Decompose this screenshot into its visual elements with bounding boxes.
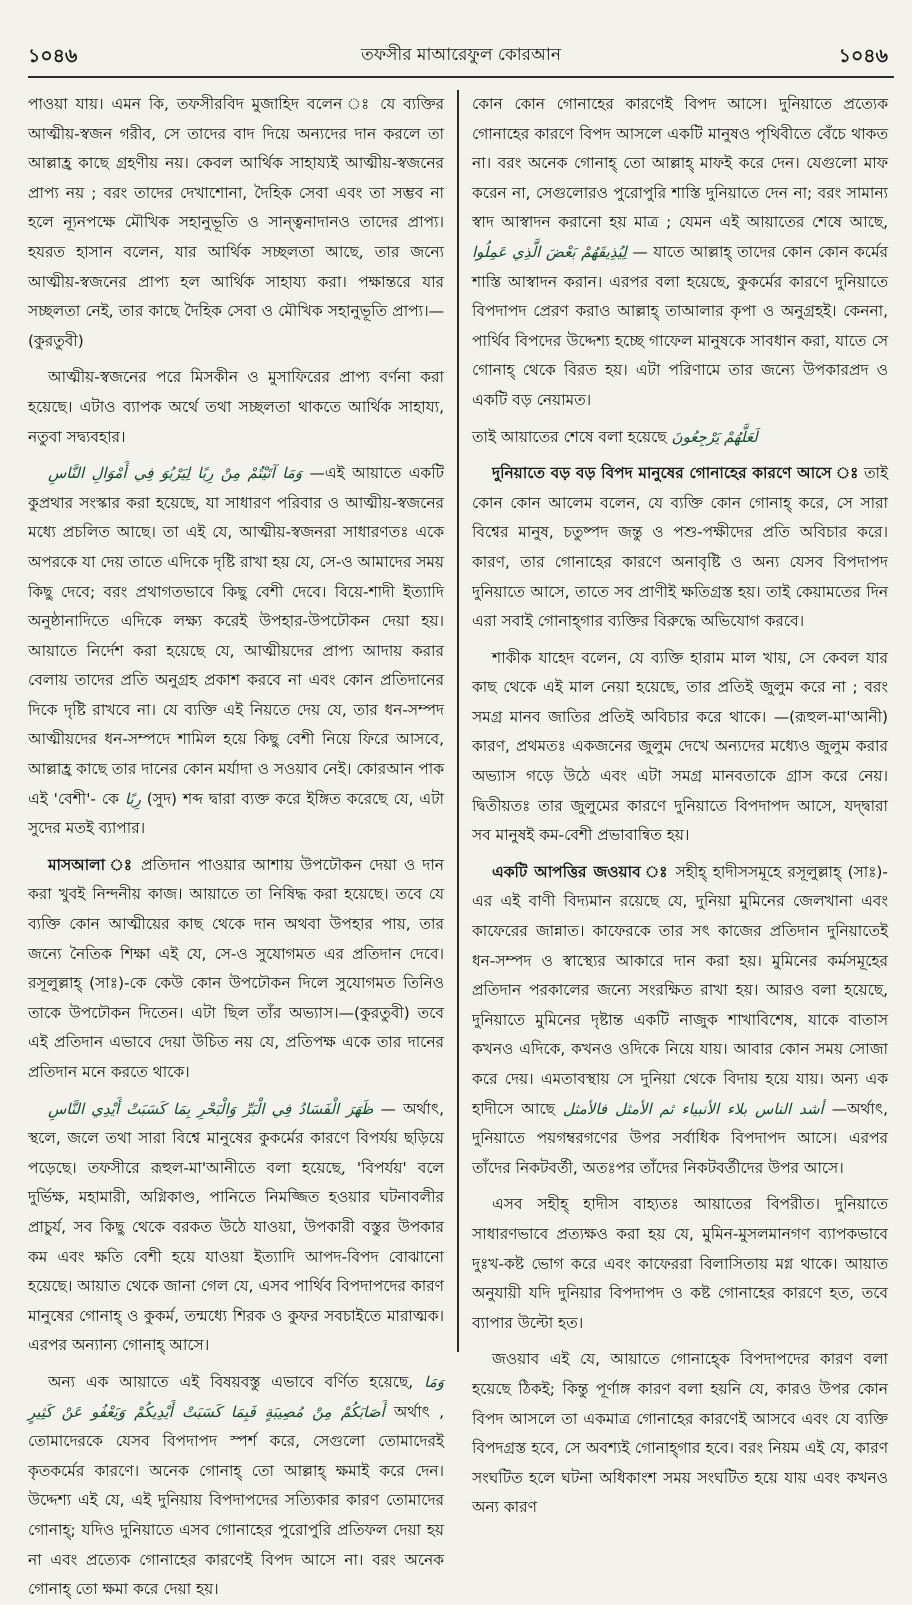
paragraph-text: — অর্থাৎ, স্থলে, জলে তথা সারা বিশ্বে মানুষের কুকর্মের কারণে বিপর্যয় ছড়িয়ে পড়েছে। তফসীরে রূহুল-মা'আনীতে বলা হয়েছে, 'বিপর্যয়' বলে দুর্ভিক্ষ, মহামারী, অগ্নিকাণ্ড, পানিতে নিমজ্জিত হওয়ার ঘটনাবলীর প্রাচুর্য, সব কিছু থেকে বরকত উঠে যাওয়া, উপকারী বস্তুর উপকার কম এবং ক্ষতি বেশী হয়ে যাওয়া ইত্যাদি আপদ-বিপদ বোঝানো হয়েছে। আয়াত থেকে জানা গেল যে, এসব পার্থিব বিপদাপদের কারণ মানুষের গোনাহ্ ও কুকর্ম, তন্মধ্যে শিরক ও কুফর সবচাইতে মারাত্মক। এরপর অন্যান্য গোনাহ্ আসে। (28, 1099, 444, 1355)
section-heading: একটি আপত্তির জওয়াব ঃ (492, 862, 670, 881)
page-number-left: ১০৪৬ (28, 45, 78, 67)
paragraph (28, 851, 444, 1088)
arabic-word: رِبًا (124, 789, 141, 808)
paragraph: আত্মীয়-স্বজনের পরে মিসকীন ও মুসাফিরের প্রাপ্য বর্ণনা করা হয়েছে। এটাও ব্যাপক অর্থে তথা সচ্ছলতা থাকতে আর্থিক সাহায্য, নতুবা সদ্ব্যবহার। (28, 368, 444, 446)
paragraph-text: কোন কোন গোনাহের কারণেই বিপদ আসে। দুনিয়াতে প্রত্যেক গোনাহের কারণে বিপদ আসলে একটি মানুষও পৃথিবীতে বেঁচে থাকত না। বরং অনেক গোনাহ্ তো আল্লাহ্ মাফই করে দেন। যেগুলো মাফ করেন না, সেগুলোরও পুরোপুরি শাস্তি দুনিয়াতে দেন না; বরং সামান্য স্বাদ আস্বাদন করানো হয় মাত্র ; যেমন এই আয়াতের শেষে আছে, (472, 95, 888, 232)
paragraph (28, 459, 444, 844)
arabic-verse: وَمَا أَصَابَكُمْ مِنْ مُصِيبَةٍ فَبِمَا كَسَبَتْ أَيْدِيكُمْ وَيَعْفُو عَنْ كَثِيرٍ (28, 1372, 444, 1421)
paragraph: এসব সহীহ্ হাদীস বাহ্যতঃ আয়াতের বিপরীত। দুনিয়াতে সাধারণভাবে প্রত্যক্ষও করা হয় যে, মুমিন-মুসলমানগণ ব্যাপকভাবে দুঃখ-কষ্ট ভোগ করে এবং কাফেররা বিলাসিতায় মগ্ন থাকে। আয়াত অনুযায়ী যদি দুনিয়ার বিপদাপদ ও কষ্ট গোনাহের কারণে হত, তবে ব্যাপার উল্টো হত। (472, 1195, 888, 1332)
paragraph (472, 858, 888, 1184)
page-header (28, 40, 894, 78)
paragraph-text: সহীহ্ হাদীসসমূহে রসূলুল্লাহ্ (সাঃ)-এর এই বাণী বিদ্যমান রয়েছে যে, দুনিয়া মুমিনের জেলখানা এবং কাফেরের জান্নাত। কাফেরকে তার সৎ কাজের প্রতিদান দুনিয়াতেই ধন-সম্পদ ও স্বাস্থ্যের আকারে দান করা হয়। মুমিনের কর্মসমূহের প্রতিদান পরকালের জন্যে সংরক্ষিত রাখা হয়। আরও বলা হয়েছে, দুনিয়াতে মুমিনের দৃষ্টান্ত একটি নাজুক শাখাবিশেষ, যাকে বাতাস কখনও এদিকে, কখনও ওদিকে নিয়ে যায়। আবার কোন সময় সোজা করে দেয়। এমতাবস্থায় সে দুনিয়া থেকে বিদায় হয়ে যায়। অন্য এক হাদীসে আছে (472, 862, 888, 1118)
paragraph: শাকীক যাহেদ বলেন, যে ব্যক্তি হারাম মাল খায়, সে কেবল যার কাছ থেকে এই মাল নেয়া হয়েছে, তার প্রতিই জুলুম করে না ; বরং সমগ্র মানব জাতির প্রতিই অবিচার করে থাকে। —(রূহুল-মা'আনী) কারণ, প্রথমতঃ একজনের জুলুম দেখে অন্যদের মধ্যেও জুলুম করার অভ্যাস গড়ে উঠে এবং এটা সমগ্র মানবতাকে গ্রাস করে নেয়। দ্বিতীয়তঃ তার জুলুমের কারণে দুনিয়াতে বিপদাপদ আসে, যদ্দ্বারা সব মানুষই কম-বেশী প্রভাবান্বিত হয়। (472, 648, 888, 845)
paragraph-text: —অর্থাৎ, দুনিয়াতে পয়গম্বরগণের উপর সর্বাধিক বিপদাপদ আসে। এরপর তাঁদের নিকটবর্তী, অতঃপর তাঁদের নিকটবর্তীদের উপর আসে। (472, 1099, 888, 1177)
paragraph-text: তাই কোন কোন আলেম বলেন, যে ব্যক্তি কোন গোনাহ্ করে, সে সারা বিশ্বের মানুষ, চতুষ্পদ জন্তু ও পশু-পক্ষীদের প্রতি অবিচার করে। কারণ, তার গোনাহের কারণে অনাবৃষ্টি ও অন্য যেসব বিপদাপদ দুনিয়াতে আসে, তাতে সব প্রাণীই ক্ষতিগ্রস্ত হয়। তাই কেয়ামতের দিন এরা সবাই গোনাহ্গার ব্যক্তির বিরুদ্ধে অভিযোগ করবে। (472, 464, 888, 631)
paragraph (28, 1095, 444, 1361)
left-column (28, 90, 444, 1599)
paragraph-text: — যাতে আল্লাহ্ তাদের কোন কোন কর্মের শাস্তি আস্বাদন করান। এরপর বলা হয়েছে, কুকর্মের কারণে দুনিয়াতে বিপদাপদ প্রেরণ করাও আল্লাহ্ তাআলার কৃপা ও অনুগ্রহই। কেননা, পার্থিব বিপদের উদ্দেশ্য হচ্ছে গাফেল মানুষকে সাবধান করা, যাতে সে গোনাহ্ থেকে বিরত হয়। এটা পরিণামে তার জন্যে উপকারপ্রদ ও একটি বড় নেয়ামত। (472, 242, 888, 409)
paragraph: জওয়াব এই যে, আয়াতে গোনাহ্কে বিপদাপদের কারণ বলা হয়েছে ঠিকই; কিন্তু পূর্ণাঙ্গ কারণ বলা হয়নি যে, কারও উপর কোন বিপদ আসলে তা একমাত্র গোনাহের কারণেই আসবে এবং যে ব্যক্তি বিপদগ্রস্ত হবে, সে অবশ্যই গোনাহ্গার হবে। বরং নিয়ম এই যে, কারণ সংঘটিত হলে ঘটনা অধিকাংশ সময় সংঘটিত হয়ে যায় এবং কখনও অন্য কারণ (472, 1350, 888, 1517)
paragraph (472, 423, 888, 453)
paragraph (28, 1368, 444, 1605)
paragraph: পাওয়া যায়। এমন কি, তফসীরবিদ মুজাহিদ বলেন ঃ যে ব্যক্তির আত্মীয়-স্বজন গরীব, সে তাদের বাদ দিয়ে অন্যদের দান করলে তা আল্লাহ্র কাছে গ্রহণীয় নয়। কেবল আর্থিক সাহায্যই আত্মীয়-স্বজনের প্রাপ্য নয় ; বরং তাদের দেখাশোনা, দৈহিক সেবা এবং তা সম্ভব না হলে ন্যূনপক্ষে মৌখিক সহানুভূতি ও সান্ত্বনাদানও তাদের প্রাপ্য। হযরত হাসান বলেন, যার আর্থিক সচ্ছলতা আছে, তার জন্যে আত্মীয়-স্বজনের প্রাপ্য হল আর্থিক সাহায্য করা। পক্ষান্তরে যার সচ্ছলতা নেই, তার কাছে দৈহিক সেবা ও মৌখিক সহানুভূতি প্রাপ্য।—(কুরতুবী) (28, 95, 444, 350)
arabic-verse: ظَهَرَ الْفَسَادُ فِي الْبَرِّ وَالْبَحْرِ بِمَا كَسَبَتْ أَيْدِي النَّاسِ (48, 1099, 374, 1118)
paragraph-text: (সুদ) শব্দ দ্বারা ব্যক্ত করে ইঙ্গিত করেছে যে, এটা সুদের মতই ব্যাপার। (28, 789, 444, 838)
section-heading: দুনিয়াতে বড় বড় বিপদ মানুষের গোনাহের কারণে আসে ঃ (492, 464, 859, 483)
arabic-verse: لَعَلَّهُمْ يَرْجِعُونَ (671, 427, 758, 446)
arabic-verse: وَمَا آتَيْتُمْ مِنْ رِبًا لِيَرْبُوَ فِي أَمْوَالِ النَّاسِ (48, 464, 303, 483)
paragraph (472, 90, 888, 416)
section-heading: মাসআলা ঃ (48, 855, 135, 874)
paragraph-text: অর্থাৎ , তোমাদেরকে যেসব বিপদাপদ স্পর্শ করে, সেগুলো তোমাদেরই কৃতকর্মের কারণে। অনেক গোনাহ্ তো আল্লাহ্ ক্ষমাই করে দেন। উদ্দেশ্য এই যে, এই দুনিয়ায় বিপদাপদের সত্যিকার কারণ তোমাদের গোনাহ্; যদিও দুনিয়াতে এসব গোনাহের পুরোপুরি প্রতিফল দেয়া হয় না এবং প্রত্যেক গোনাহের কারণেই বিপদ আসে না। বরং অনেক গোনাহ্ তো ক্ষমা করে দেয়া হয়। (28, 1402, 444, 1599)
paragraph-text: তাই আয়াতের শেষে বলা হয়েছে (472, 427, 667, 446)
running-title: তফসীর মাআরেফুল কোরআন (361, 45, 561, 65)
column-divider (457, 90, 459, 1352)
paragraph-text: প্রতিদান পাওয়ার আশায় উপঢৌকন দেয়া ও দান করা খুবই নিন্দনীয় কাজ। আয়াতে তা নিষিদ্ধ করা হয়েছে। তবে যে ব্যক্তি কোন আত্মীয়ের কাছ থেকে দান অথবা উপহার পায়, তার জন্যে নৈতিক শিক্ষা এই যে, সে-ও সুযোগমত এর প্রতিদান দেবে। রসূলুল্লাহ্ (সাঃ)-কে কেউ কোন উপঢৌকন দিলে সুযোগমত তিনিও তাকে উপঢৌকন দিতেন। এটা ছিল তাঁর অভ্যাস।—(কুরতুবী) তবে এই প্রতিদান এভাবে দেয়া উচিত নয় যে, প্রতিপক্ষ একে তার দানের প্রতিদান মনে করতে থাকে। (28, 855, 444, 1081)
paragraph (472, 459, 888, 637)
page-number-right: ১০৪৬ (838, 45, 888, 67)
arabic-hadith: أشد الناس بلاء الأنبياء ثم الأمثل فالأمثل (562, 1099, 824, 1118)
paragraph-text: অন্য এক আয়াতে এই বিষয়বস্তু এভাবে বর্ণিত হয়েছে, (48, 1372, 414, 1391)
right-column (472, 90, 888, 1517)
arabic-verse: لِيُذِيقَهُمْ بَعْضَ الَّذِي عَمِلُوا (472, 242, 627, 261)
paragraph-text: —এই আয়াতে একটি কুপ্রথার সংস্কার করা হয়েছে, যা সাধারণ পরিবার ও আত্মীয়-স্বজনের মধ্যে প্রচলিত আছে। তা এই যে, আত্মীয়-স্বজনরা সাধারণতঃ একে অপরকে যা দেয় তাতে এদিকে দৃষ্টি রাখা হয় যে, সে-ও আমাদের সময় কিছু দেবে; বরং প্রথাগতভাবে কিছু বেশী দেবে। বিয়ে-শাদী ইত্যাদি অনুষ্ঠানাদিতে এদিকে লক্ষ্য করেই উপহার-উপঢৌকন দেয়া হয়। আয়াতে নির্দেশ করা হয়েছে যে, আত্মীয়দের প্রাপ্য আদায় করার বেলায় তাদের প্রতি অনুগ্রহ প্রকাশ করবে না এবং কোন প্রতিদানের দিকে দৃষ্টি রাখবে না। যে ব্যক্তি এই নিয়তে দেয় যে, তার ধন-সম্পদ আত্মীয়দের ধন-সম্পদে শামিল হয়ে কিছু বেশী নিয়ে ফিরে আসবে, আল্লাহ্র কাছে তার দানের কোন মর্যাদা ও সওয়াব নেই। কোরআন পাক এই 'বেশী'- কে (28, 464, 444, 808)
